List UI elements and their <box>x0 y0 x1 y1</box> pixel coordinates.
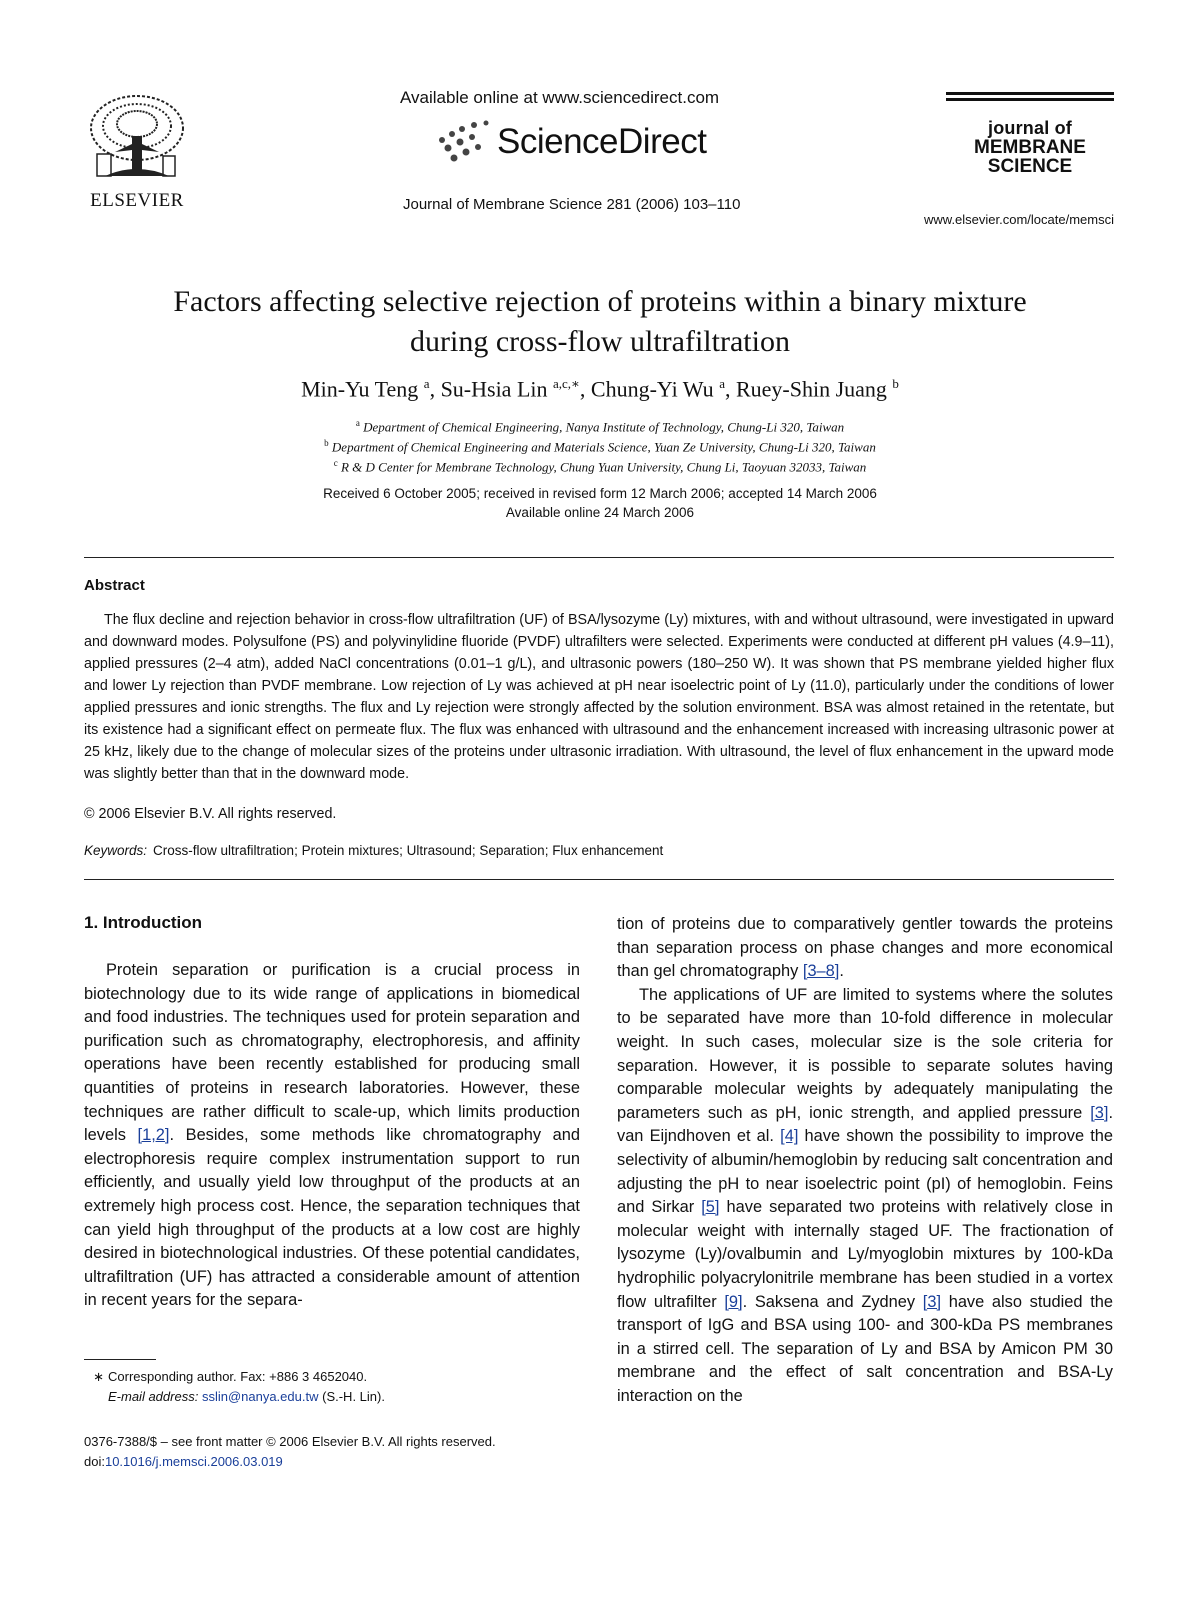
journal-citation: Journal of Membrane Science 281 (2006) 103–110 <box>403 196 741 213</box>
citation-link[interactable]: [3] <box>922 1292 942 1311</box>
elsevier-logo <box>82 92 192 212</box>
journal-title <box>946 119 1114 176</box>
paragraph-text: tion of proteins due to comparatively gentler towards the proteins than separation process on phase changes and more economical than gel chromatography <box>617 915 1113 981</box>
paragraph <box>84 959 580 1313</box>
paper-title <box>80 282 1120 362</box>
available-date: Available online 24 March 2006 <box>505 505 695 520</box>
affiliation <box>80 438 1120 455</box>
affiliation <box>80 458 1120 475</box>
doi-line <box>84 1452 496 1472</box>
journal-title-line: SCIENCE <box>987 156 1073 177</box>
citation-link[interactable]: [3–8] <box>802 962 840 981</box>
footnote <box>84 1367 385 1407</box>
keywords-text: Cross-flow ultrafiltration; Protein mixtures; Ultrasound; Separation; Flux enhancement <box>153 843 664 858</box>
sciencedirect-logo <box>432 118 722 164</box>
email-link[interactable]: sslin@nanya.edu.tw <box>201 1389 319 1404</box>
citation-link[interactable]: [1,2] <box>137 1126 170 1145</box>
affiliation-text: R & D Center for Membrane Technology, Chung Yuan University, Chung Li, Taoyuan 32033, Taiwan <box>340 459 867 475</box>
paragraph <box>617 984 1113 1409</box>
keywords-label: Keywords: <box>84 843 148 858</box>
journal-title-line: journal of <box>988 118 1072 138</box>
journal-url[interactable]: www.elsevier.com/locate/memsci <box>924 212 1114 227</box>
paragraph <box>617 913 1113 984</box>
doi-link[interactable]: 10.1016/j.memsci.2006.03.019 <box>104 1454 283 1469</box>
citation-link[interactable]: [4] <box>780 1127 799 1146</box>
affiliation-text: Department of Chemical Engineering and Materials Science, Yuan Ze University, Chung-Li 320, Taiwan <box>331 439 876 455</box>
author-name: Chung-Yi Wu <box>590 376 714 402</box>
citation-link[interactable]: [5] <box>701 1198 720 1217</box>
abstract-copyright: © 2006 Elsevier B.V. All rights reserved. <box>84 806 337 822</box>
affiliation <box>80 418 1120 435</box>
sciencedirect-name: ScienceDirect <box>497 122 707 161</box>
received-dates: Received 6 October 2005; received in revised form 12 March 2006; accepted 14 March 2006 <box>323 486 877 501</box>
journal-title-line: MEMBRANE <box>974 137 1086 158</box>
author-list: Min-Yu Teng $^a$, Su-Hsia Lin $^{a,c,∗}$, Chung-Yi Wu $^a$, Ruey-Shin Juang $^b$ <box>301 376 899 402</box>
divider <box>84 879 1114 880</box>
elsevier-tree-icon <box>85 92 189 184</box>
available-online-text: Available online at www.sciencedirect.com <box>400 88 720 107</box>
author-affil-mark[interactable]: a,c,∗ <box>553 376 580 391</box>
corresponding-author-note <box>84 1367 385 1387</box>
author-affil-mark[interactable]: b <box>892 376 899 391</box>
paragraph-text: . Besides, some methods like chromatography and electrophoresis require complex instrumentation support to run efficiently, and usually yield low throughput of the products at an extremely high process cost. Hence, the separation techniques that can yield high throughput of the products at a low cost are highly desired in biotechnological industries. Of these potential candidates, ultrafiltration (UF) has attracted a considerable amount of attention in recent years for the separa- <box>84 1126 580 1310</box>
paragraph-text: Protein separation or purification is a crucial process in biotechnology due to its wide range of applications in biomedical and food industries. The techniques used for protein separation and purification such as chromatography, electrophoresis, and affinity operations have been recently established for producing small quantities of proteins in research laboratories. However, these techniques are rather difficult to scale-up, which limits production levels <box>84 961 580 1145</box>
title-line: during cross-flow ultrafiltration <box>410 325 790 358</box>
paragraph-text: have separated two proteins with relatively close in molecular weight with internally staged UF. The fractionation of lysozyme (Ly)/ovalbumin and Ly/myoglobin mixtures by 100-kDa hydrophilic polyacrylonitrile membrane has been studied in a vortex flow ultrafilter <box>617 1198 1113 1311</box>
journal-logo <box>946 92 1114 176</box>
footnote-divider <box>84 1359 156 1360</box>
doi-label: doi: <box>84 1454 105 1469</box>
paragraph-text: . Saksena and Zydney <box>742 1292 923 1311</box>
abstract-text: The flux decline and rejection behavior in cross-flow ultrafiltration (UF) of BSA/lysozyme (Ly) mixtures, with and without ultrasound, were investigated in upward and downward modes. Polysulfone (PS) and polyvinylidine fluoride (PVDF) ultrafilters were selected. Experiments were conducted at different pH values (4.9–11), applied pressures (2–4 atm), added NaCl concentrations (0.01–1 g/L), and ultrasonic powers (180–250 W). It was shown that PS membrane yielded higher flux and lower Ly rejection than PVDF membrane. Low rejection of Ly was achieved at pH near isoelectric point of Ly (11.0), particularly under the conditions of lower applied pressures and ionic strengths. The flux and Ly rejection were strongly affected by the solution environment. BSA was almost retained in the retentate, but its existence had a significant effect on permeate flux. The flux was enhanced with ultrasound and the enhancement increased with increasing ultrasonic power at 25 kHz, likely due to the change of molecular sizes of the proteins under ultrasonic irradiation. With ultrasound, the level of flux enhancement in the upward mode was slightly better than that in the downward mode. <box>84 612 1114 782</box>
affiliation-mark: a <box>355 418 360 428</box>
publisher-name: ELSEVIER <box>90 190 184 211</box>
author-name: Min-Yu Teng <box>301 376 419 402</box>
paragraph-text: have also studied the transport of IgG and BSA using 100- and 300-kDa PS membranes in a stirred cell. The separation of Ly and BSA by Amicon PM 30 membrane and the effect of salt concentration and BSA-Ly interaction on the <box>617 1292 1113 1405</box>
email-suffix: (S.-H. Lin). <box>322 1389 385 1404</box>
citation-link[interactable]: [3] <box>1090 1103 1109 1122</box>
affiliation-mark: b <box>324 438 329 448</box>
abstract-heading: Abstract <box>84 577 145 594</box>
front-matter <box>84 1432 496 1472</box>
paragraph-text: . <box>839 962 844 981</box>
divider <box>84 557 1114 558</box>
paragraph-text: . van Eijndhoven et al. <box>617 1103 1113 1146</box>
paragraph-text: have shown the possibility to improve the selectivity of albumin/hemoglobin by reducing salt concentration and adjusting the pH to near isoelectric point (pI) of hemoglobin. Feins and Sirkar <box>617 1127 1114 1217</box>
author-affil-mark[interactable]: a <box>719 376 725 391</box>
section-heading: 1. Introduction <box>84 913 203 932</box>
keywords <box>84 843 663 858</box>
email-label: E-mail address: <box>108 1389 199 1404</box>
affiliation-mark: c <box>333 458 338 468</box>
sciencedirect-dots-icon <box>432 120 494 164</box>
email-note <box>84 1387 385 1407</box>
abstract-body <box>84 609 1114 785</box>
title-line: Factors affecting selective rejection of proteins within a binary mixture <box>173 285 1027 318</box>
left-column <box>84 959 580 1313</box>
paragraph-text: The applications of UF are limited to systems where the solutes to be separated have more than 10-fold difference in molecular weight. In such cases, molecular size is the sole criteria for separation. However, it is possible to separate solutes having comparable molecular weights by adequately manipulating the parameters such as pH, ionic strength, and applied pressure <box>617 985 1113 1122</box>
affiliation-text: Department of Chemical Engineering, Nanya Institute of Technology, Chung-Li 320, Taiwan <box>363 419 845 435</box>
author-affil-mark[interactable]: a <box>423 376 430 391</box>
issn-line: 0376-7388/$ – see front matter © 2006 Elsevier B.V. All rights reserved. <box>84 1434 496 1449</box>
footnote-star: ∗ <box>93 1369 104 1384</box>
author-name: Su-Hsia Lin <box>440 376 548 402</box>
right-column <box>617 913 1113 1408</box>
footnote-text: Corresponding author. Fax: +886 3 4652040. <box>108 1369 368 1384</box>
author-name: Ruey-Shin Juang <box>735 376 887 402</box>
citation-link[interactable]: [9] <box>724 1292 743 1311</box>
